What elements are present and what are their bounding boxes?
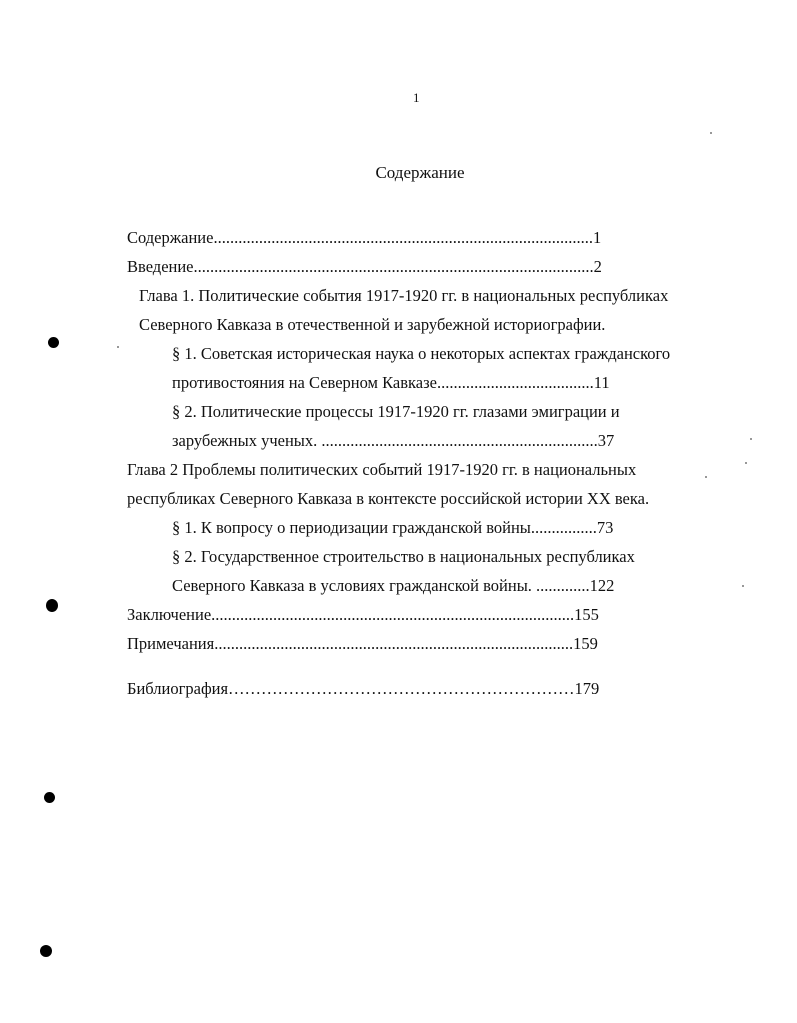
page-title: Содержание	[375, 163, 465, 182]
toc-entry-chapter-2-line-1: Глава 2 Проблемы политических событий 1917-1920 гг. в национальных	[127, 460, 637, 479]
toc-entry-ch1-section-2-line-2: зарубежных ученых. ...................................................................37	[172, 431, 615, 450]
toc-entry-chapter-1-line-1: Глава 1. Политические события 1917-1920 гг. в национальных республиках	[139, 286, 669, 305]
toc-entry-contents: Содержание............................................................................................1	[127, 228, 602, 247]
toc-entry-chapter-2-line-2: республиках Северного Кавказа в контексте российской истории XX века.	[127, 489, 650, 508]
binder-hole-mark	[48, 337, 59, 348]
scan-speck	[710, 132, 712, 134]
binder-hole-mark	[46, 599, 58, 612]
toc-entry-bibliography: Библиография………………………………………………………179	[127, 679, 600, 698]
toc-entry-conclusion: Заключение........................................................................................155	[127, 605, 599, 624]
toc-entry-ch1-section-1-line-1: § 1. Советская историческая наука о некоторых аспектах гражданского	[172, 344, 671, 363]
scan-speck	[117, 346, 119, 348]
toc-entry-ch2-section-2-line-2: Северного Кавказа в условиях гражданской войны. .............122	[172, 576, 615, 595]
toc-entry-introduction: Введение.................................................................................................2	[127, 257, 602, 276]
scan-speck	[750, 438, 752, 440]
scan-speck	[705, 476, 707, 478]
scan-speck	[745, 462, 747, 464]
page-number: 1	[413, 90, 420, 105]
binder-hole-mark	[40, 945, 52, 957]
scan-speck	[742, 585, 744, 587]
toc-entry-ch1-section-2-line-1: § 2. Политические процессы 1917-1920 гг. глазами эмиграции и	[172, 402, 620, 421]
toc-entry-ch1-section-1-line-2: противостояния на Северном Кавказе......................................11	[172, 373, 610, 392]
toc-entry-notes: Примечания.......................................................................................159	[127, 634, 598, 653]
toc-entry-chapter-1-line-2: Северного Кавказа в отечественной и зарубежной историографии.	[139, 315, 606, 334]
binder-hole-mark	[44, 792, 55, 803]
toc-entry-ch2-section-1: § 1. К вопросу о периодизации гражданской войны................73	[172, 518, 614, 537]
toc-entry-ch2-section-2-line-1: § 2. Государственное строительство в национальных республиках	[172, 547, 635, 566]
